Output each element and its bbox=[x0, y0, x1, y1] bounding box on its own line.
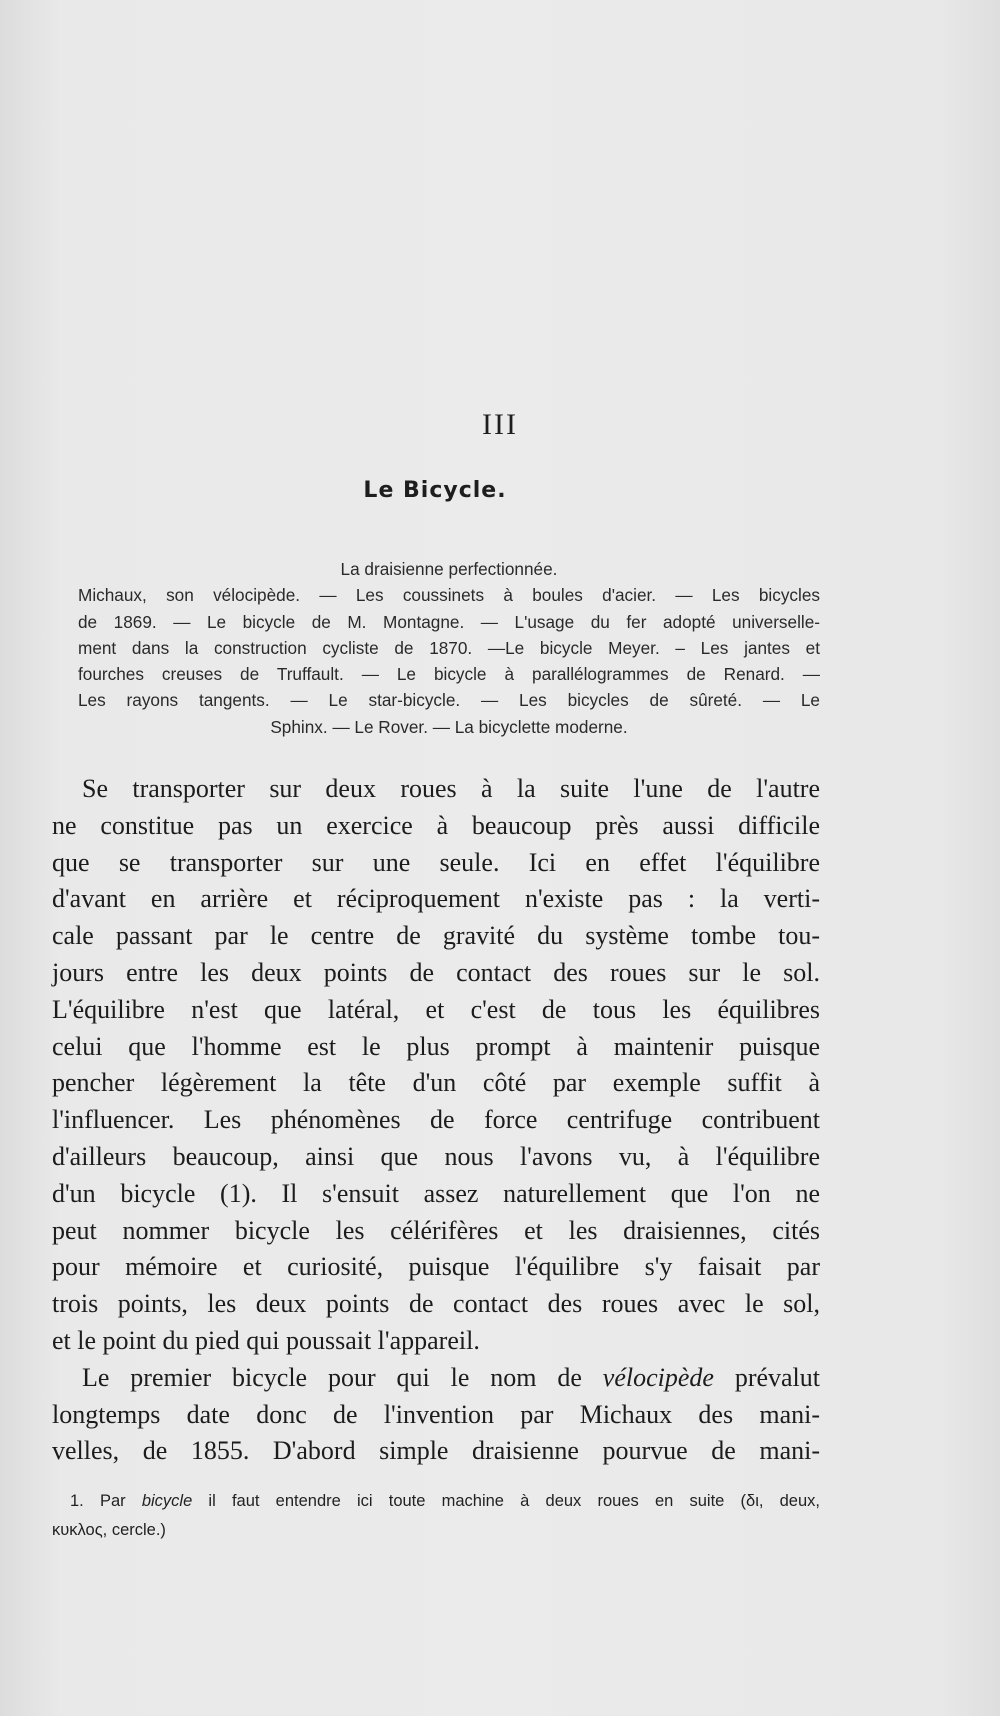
footnote-italic-term: bicycle bbox=[141, 1492, 193, 1510]
body-line: l'influencer. Les phénomènes de force centrifuge contribuent bbox=[52, 1105, 820, 1135]
body-text-run: prévalut bbox=[713, 1362, 821, 1392]
body-line: jours entre les deux points de contact des roues sur le sol. bbox=[52, 957, 820, 987]
footnote-text-run: Par bbox=[83, 1492, 142, 1510]
footnote bbox=[52, 1487, 820, 1545]
body-line bbox=[52, 1360, 820, 1397]
summary-line: fourches creuses de Truffault. — Le bicycle à parallélogrammes de Renard. — bbox=[78, 664, 820, 685]
footnote-text-run: il faut entendre ici toute machine à deux roues en suite (δι, deux, bbox=[192, 1492, 820, 1510]
footnote-marker: 1. bbox=[70, 1492, 84, 1510]
body-line: celui que l'homme est le plus prompt à maintenir puisque bbox=[52, 1031, 820, 1061]
footnote-line bbox=[52, 1487, 820, 1516]
body-line: cale passant par le centre de gravité du système tombe tou- bbox=[52, 921, 820, 951]
summary-line: Michaux, son vélocipède. — Les coussinets à boules d'acier. — Les bicycles bbox=[78, 585, 820, 606]
summary-line: de 1869. — Le bicycle de M. Montagne. — L'usage du fer adopté universelle- bbox=[78, 611, 820, 632]
chapter-summary bbox=[78, 556, 820, 740]
body-line: trois points, les deux points de contact des roues avec le sol, bbox=[52, 1289, 820, 1319]
italic-term: vélocipède bbox=[602, 1362, 714, 1392]
body-line: longtemps date donc de l'invention par Michaux des mani- bbox=[52, 1399, 820, 1429]
body-line: d'un bicycle (1). Il s'ensuit assez naturellement que l'on ne bbox=[52, 1178, 820, 1208]
body-line: et le point du pied qui poussait l'appareil. bbox=[52, 1325, 480, 1355]
summary-line: Sphinx. — Le Rover. — La bicyclette moderne. bbox=[270, 716, 628, 737]
chapter-title: Le Bicycle. bbox=[363, 478, 507, 503]
summary-line: Les rayons tangents. — Le star-bicycle. — Les bicycles de sûreté. — Le bbox=[78, 690, 820, 711]
summary-line: ment dans la construction cycliste de 1870. —Le bicycle Meyer. – Les jantes et bbox=[78, 637, 820, 658]
body-line: d'ailleurs beaucoup, ainsi que nous l'avons vu, à l'équilibre bbox=[52, 1141, 820, 1171]
body-line: peut nommer bicycle les célérifères et les draisiennes, cités bbox=[52, 1215, 820, 1245]
body-line: ne constitue pas un exercice à beaucoup près aussi difficile bbox=[52, 810, 820, 840]
body-line: d'avant en arrière et réciproquement n'existe pas : la verti- bbox=[52, 884, 820, 914]
body-text-run: Le premier bicycle pour qui le nom de bbox=[82, 1362, 603, 1392]
footnote-line: κυκλος, cercle.) bbox=[52, 1521, 166, 1539]
body-line: velles, de 1855. D'abord simple draisienne pourvue de mani- bbox=[52, 1436, 820, 1466]
body-line: Se transporter sur deux roues à la suite l'une de l'autre bbox=[82, 774, 820, 803]
chapter-number: III bbox=[482, 408, 518, 441]
body-line: L'équilibre n'est que latéral, et c'est de tous les équilibres bbox=[52, 994, 820, 1024]
body-text bbox=[52, 771, 820, 1470]
summary-line: La draisienne perfectionnée. bbox=[340, 559, 558, 579]
body-line: que se transporter sur une seule. Ici en effet l'équilibre bbox=[52, 847, 820, 877]
body-line: pour mémoire et curiosité, puisque l'équilibre s'y faisait par bbox=[52, 1252, 820, 1282]
body-line: pencher légèrement la tête d'un côté par exemple suffit à bbox=[52, 1068, 820, 1098]
